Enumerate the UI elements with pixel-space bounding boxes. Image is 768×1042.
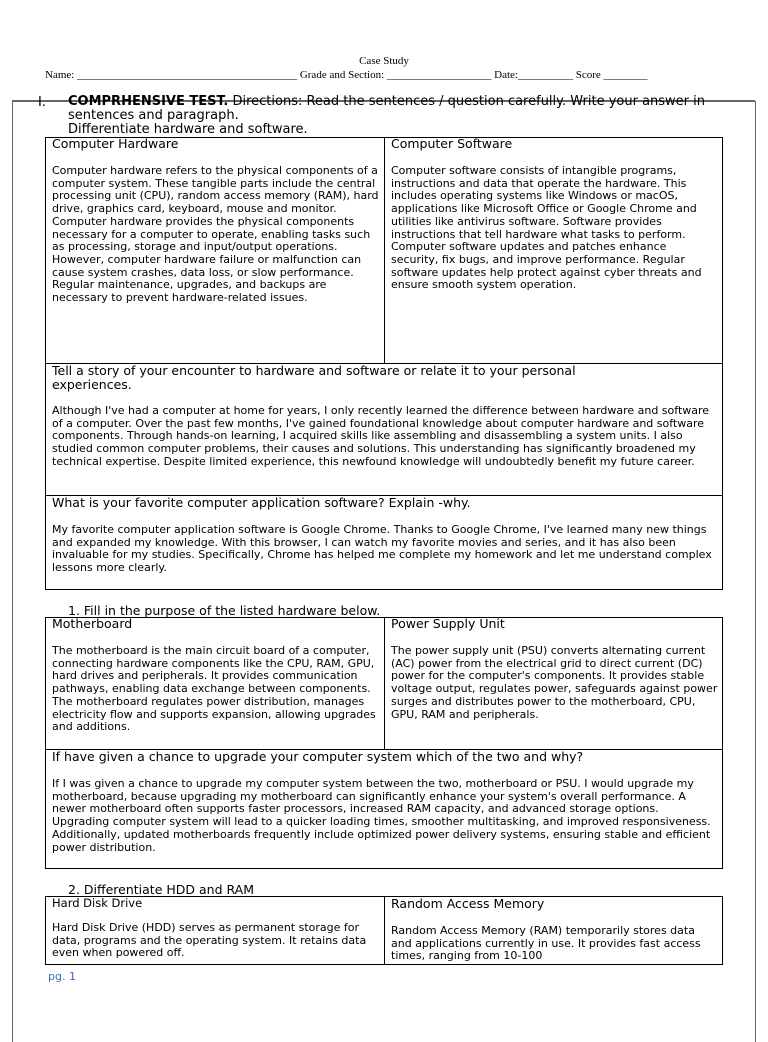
item2-label: 2. Differentiate HDD and RAM — [68, 882, 255, 897]
favorite-answer[interactable]: My favorite computer application software is Google Chrome. Thanks to Google Chrome, I've learned many new things and expanded my knowledge. With this browser, I can watch my favorite movies and series, and it has also been invaluable for my studies. Specifically, Chrome has helped me complete my homework and let me understand complex lessons more clearly. — [52, 523, 712, 575]
section-directions: Directions: Read the sentences / question carefully. Write your answer in sentences and paragraph. — [68, 94, 706, 123]
section-instructions — [68, 95, 738, 137]
table-divider — [384, 896, 385, 965]
psu-text[interactable]: The power supply unit (PSU) converts alternating current (AC) power from the electrical grid to direct current (DC) power for the computer's components. It provides stable voltage output, regulates power, safeguards against power surges and distributes power to the motherboard, CPU, GPU, RAM and peripherals. — [391, 644, 718, 721]
hardware-text[interactable]: Computer hardware refers to the physical components of a computer system. These tangible parts include the central processing unit (CPU), random access memory (RAM), hard drive, graphics card, keyboard, mouse and monitor. Computer hardware provides the physical components necessary for a computer to operate, enabling tasks such as processing, storage and input/output operations. However, computer hardware failure or malfunction can cause system crashes, data loss, or slow performance. Regular maintenance, upgrades, and backups are necessary to prevent hardware-related issues. — [52, 164, 379, 305]
section-numeral: I. — [38, 95, 46, 110]
psu-header: Power Supply Unit — [391, 616, 505, 631]
software-header: Computer Software — [391, 136, 513, 151]
ram-header: Random Access Memory — [391, 896, 545, 911]
table-divider — [384, 617, 385, 749]
grade-field[interactable]: Grade and Section: ___________________ — [299, 69, 492, 81]
score-field[interactable]: Score ________ — [575, 69, 648, 81]
section-task: Differentiate hardware and software. — [68, 122, 308, 137]
story-question: Tell a story of your encounter to hardware and software or relate it to your personal experiences. — [52, 363, 576, 392]
ram-text[interactable]: Random Access Memory (RAM) temporarily stores data and applications currently in use. It provides fast access times, ranging from 10-100 — [391, 924, 701, 963]
motherboard-header: Motherboard — [52, 616, 133, 631]
software-text[interactable]: Computer software consists of intangible programs, instructions and data that operate the hardware. This includes operating systems like Windows or macOS, applications like Microsoft Office or Google Chrome and utilities like antivirus software. Software provides instructions that tell hardware what tasks to perform. Computer software updates and patches enhance security, fix bugs, and improve performance. Regular software updates help protect against cyber threats and ensure smooth system operation. — [391, 164, 702, 292]
date-field[interactable]: Date:__________ — [494, 69, 573, 81]
section-title: COMPRHENSIVE TEST. — [68, 94, 229, 109]
page-title: Case Study — [359, 55, 409, 67]
upgrade-question: If have given a chance to upgrade your computer system which of the two and why? — [52, 749, 584, 764]
table-divider — [384, 137, 385, 364]
name-field[interactable]: Name: ________________________________________ — [45, 69, 298, 81]
item1-label: 1. Fill in the purpose of the listed hardware below. — [68, 603, 381, 618]
hardware-header: Computer Hardware — [52, 136, 179, 151]
upgrade-answer[interactable]: If I was given a chance to upgrade my computer system between the two, motherboard or PSU. I would upgrade my motherboard, because upgrading my motherboard can significantly enhance your system's overall performance. A newer motherboard often supports faster processors, increased RAM capacity, and advanced storage options. Upgrading computer system will lead to a quicker loading times, smoother multitasking, and improved responsiveness. Additionally, updated motherboards frequently include optimized power delivery systems, ensuring stable and efficient power distribution. — [52, 777, 711, 854]
motherboard-text[interactable]: The motherboard is the main circuit board of a computer, connecting hardware components like the CPU, RAM, GPU, hard drives and peripherals. It provides communication pathways, enabling data exchange between components. The motherboard regulates power distribution, manages electricity flow and supports expansion, allowing upgrades and additions. — [52, 644, 376, 734]
page-number: pg. 1 — [48, 970, 76, 983]
header-fields — [45, 69, 648, 81]
hdd-text[interactable]: Hard Disk Drive (HDD) serves as permanent storage for data, programs and the operating system. It retains data even when powered off. — [52, 921, 367, 960]
story-answer[interactable]: Although I've had a computer at home for years, I only recently learned the difference between hardware and software of a computer. Over the past few months, I've gained foundational knowledge about computer hardware and software components. Through hands-on learning, I acquired skills like assembling and disassembling a system units. I also studied common computer problems, their causes and solutions. This understanding has significantly broadened my technical expertise. Despite limited experience, this newfound knowledge will undoubtedly benefit my future career. — [52, 404, 710, 468]
favorite-question: What is your favorite computer application software? Explain -why. — [52, 495, 471, 510]
hdd-header: Hard Disk Drive — [52, 896, 143, 910]
